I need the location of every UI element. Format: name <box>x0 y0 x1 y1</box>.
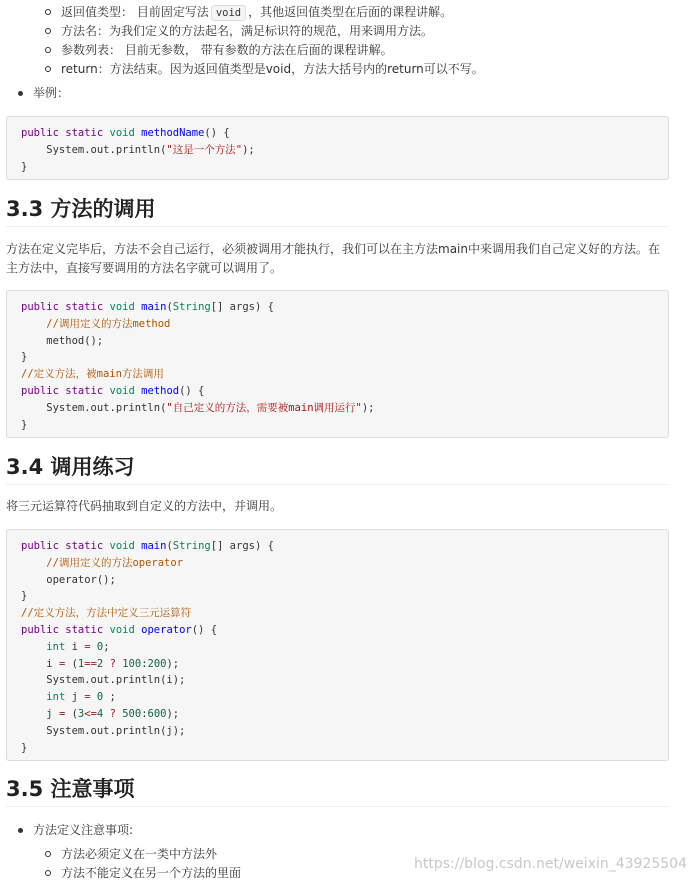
list-item <box>61 41 393 59</box>
code-line <box>21 538 668 555</box>
code-token: ? <box>109 707 116 720</box>
code-token: ? <box>109 657 116 670</box>
code-token: 0 <box>96 640 104 653</box>
code-token: i <box>21 657 59 670</box>
code-token: [] args) { <box>210 540 274 552</box>
code-line <box>21 572 668 589</box>
code-token: //调用定义的方法method <box>46 317 171 330</box>
code-line <box>21 588 668 605</box>
code-token <box>21 641 46 653</box>
code-token: //定义方法，被main方法调用 <box>21 368 164 381</box>
code-token: 200 <box>147 657 167 670</box>
code-line <box>21 689 668 706</box>
code-token: static <box>65 623 104 636</box>
bullet-dot-icon <box>18 91 23 96</box>
code-token: = <box>58 707 66 720</box>
code-token: : <box>141 707 148 720</box>
code-token: 0 <box>96 691 104 704</box>
code-token: ( <box>65 657 78 670</box>
code-token: int <box>46 691 66 704</box>
list-item-text: 参数列表： 目前无参数， 带有参数的方法在后面的课程讲解。 <box>61 43 393 57</box>
code-token: } <box>21 160 28 173</box>
section-paragraph: 方法在定义完毕后，方法不会自己运行，必须被调用才能执行，我们可以在主方法main中来调用我们自己定义好的方法。在主方法中，直接写要调用的方法名字就可以调用了。 <box>6 242 660 275</box>
list-item-text: 方法必须定义在一类中方法外 <box>61 847 218 861</box>
code-token: : <box>141 657 148 670</box>
section-paragraph: 将三元运算符代码抽取到自定义的方法中，并调用。 <box>6 499 283 513</box>
code-token: public <box>21 301 59 313</box>
code-token: () { <box>204 127 230 139</box>
code-line <box>21 349 668 366</box>
code-token: static <box>65 127 104 139</box>
code-token: //调用定义的方法operator <box>46 556 184 569</box>
notes-bullet-item <box>33 821 133 839</box>
code-token: static <box>65 301 104 313</box>
section-heading-3-5: 3.5 注意事项 <box>6 772 669 807</box>
code-token <box>21 691 46 703</box>
list-item <box>61 864 241 882</box>
code-token: 3 <box>77 707 85 720</box>
circle-bullet-icon <box>45 870 51 876</box>
section-heading-3-3: 3.3 方法的调用 <box>6 192 669 227</box>
watermark: https://blog.csdn.net/weixin_43925504 <box>413 856 687 872</box>
code-token: ); <box>361 401 375 414</box>
code-token: 2 <box>96 657 104 670</box>
code-line <box>21 622 668 639</box>
code-token: } <box>21 418 28 431</box>
code-token: () { <box>179 384 205 397</box>
code-token: ); <box>242 143 255 156</box>
code-token: 600 <box>147 707 167 720</box>
code-token: = <box>84 691 91 704</box>
example-label: 举例： <box>33 86 70 100</box>
code-token: String <box>172 540 211 552</box>
code-line <box>21 400 668 417</box>
code-token: static <box>65 540 104 552</box>
list-item <box>61 845 217 863</box>
code-token: method <box>141 384 180 397</box>
code-block <box>6 290 669 438</box>
code-line <box>21 299 668 316</box>
circle-bullet-icon <box>45 851 51 857</box>
code-token: static <box>65 384 104 397</box>
code-token: public <box>21 127 59 139</box>
code-token: ); <box>166 657 180 670</box>
code-line <box>21 333 668 350</box>
code-line <box>21 740 668 757</box>
code-token: main <box>141 301 167 313</box>
code-token: 500 <box>122 707 142 720</box>
code-token: System.out.println(j); <box>21 724 186 737</box>
code-token: } <box>21 741 28 754</box>
list-item-text: return：方法结束。因为返回值类型是void，方法大括号内的return可以不写。 <box>61 62 484 76</box>
code-block <box>6 529 669 761</box>
code-token: = <box>84 640 91 653</box>
code-token: operator(); <box>21 573 116 586</box>
code-token: == <box>84 657 97 670</box>
code-token: System.out.println( <box>21 143 167 156</box>
code-line <box>21 159 668 176</box>
code-line <box>21 142 668 159</box>
list-item-text: 方法名：为我们定义的方法起名，满足标识符的规范，用来调用方法。 <box>61 24 434 38</box>
circle-bullet-icon <box>45 47 51 53</box>
code-token: 100 <box>122 657 142 670</box>
code-token: method(); <box>21 334 104 347</box>
code-token: System.out.println( <box>21 401 167 414</box>
circle-bullet-icon <box>45 9 51 15</box>
list-item-text: 返回值类型： 目前固定写法 <box>61 5 209 19</box>
code-line <box>21 417 668 434</box>
code-token: void <box>109 301 135 313</box>
inline-code: void <box>211 5 246 21</box>
code-line <box>21 605 668 622</box>
code-token: () { <box>191 623 218 636</box>
code-token: main <box>141 540 167 552</box>
code-token: int <box>46 640 66 653</box>
code-line <box>21 706 668 723</box>
code-token: [] args) { <box>210 301 274 313</box>
code-token: //定义方法，方法中定义三元运算符 <box>21 607 192 620</box>
code-token: } <box>21 590 28 603</box>
code-token: ); <box>166 707 180 720</box>
code-token: 4 <box>96 707 104 720</box>
list-item <box>61 60 484 78</box>
code-line <box>21 555 668 572</box>
code-token: String <box>172 301 211 313</box>
code-token: operator <box>141 623 192 636</box>
code-token: void <box>109 127 135 139</box>
code-token: void <box>109 384 135 397</box>
code-token: ; <box>103 640 110 653</box>
code-token: System.out.println(i); <box>21 674 186 687</box>
code-block <box>6 116 669 180</box>
code-line <box>21 639 668 656</box>
code-line <box>21 316 668 333</box>
code-token: void <box>109 623 135 636</box>
code-token: ( <box>166 301 173 313</box>
code-line <box>21 656 668 673</box>
code-token: ( <box>65 707 78 720</box>
list-item-text: 方法不能定义在另一个方法的里面 <box>61 866 242 880</box>
code-token: <= <box>84 707 97 720</box>
code-token: "自己定义的方法，需要被main调用运行" <box>166 401 362 414</box>
circle-bullet-icon <box>45 66 51 72</box>
code-token: = <box>58 657 66 670</box>
code-token <box>21 318 46 330</box>
code-token: } <box>21 351 28 364</box>
code-token: public <box>21 384 59 397</box>
code-line <box>21 723 668 740</box>
list-item <box>61 22 433 40</box>
notes-bullet-text: 方法定义注意事项: <box>33 823 134 837</box>
code-line <box>21 366 668 383</box>
method-format-sublist <box>61 3 681 79</box>
code-token: ( <box>166 540 173 552</box>
code-token <box>21 557 46 569</box>
code-token: j <box>21 707 59 720</box>
code-token: ; <box>103 691 116 704</box>
bullet-dot-icon <box>18 828 23 833</box>
code-token: "这是一个方法" <box>166 143 243 156</box>
section-heading-3-4: 3.4 调用练习 <box>6 450 669 485</box>
example-bullet-item <box>33 84 69 102</box>
code-token: 1 <box>77 657 85 670</box>
list-item <box>61 3 452 21</box>
code-token: void <box>109 540 135 552</box>
code-token: j <box>65 691 85 704</box>
code-line <box>21 125 668 142</box>
code-token: methodName <box>141 127 205 139</box>
code-token: public <box>21 540 59 552</box>
code-token: public <box>21 623 59 636</box>
circle-bullet-icon <box>45 28 51 34</box>
code-line <box>21 672 668 689</box>
list-item-text: ，其他返回值类型在后面的课程讲解。 <box>248 5 453 19</box>
code-line <box>21 383 668 400</box>
code-token: i <box>65 640 85 653</box>
